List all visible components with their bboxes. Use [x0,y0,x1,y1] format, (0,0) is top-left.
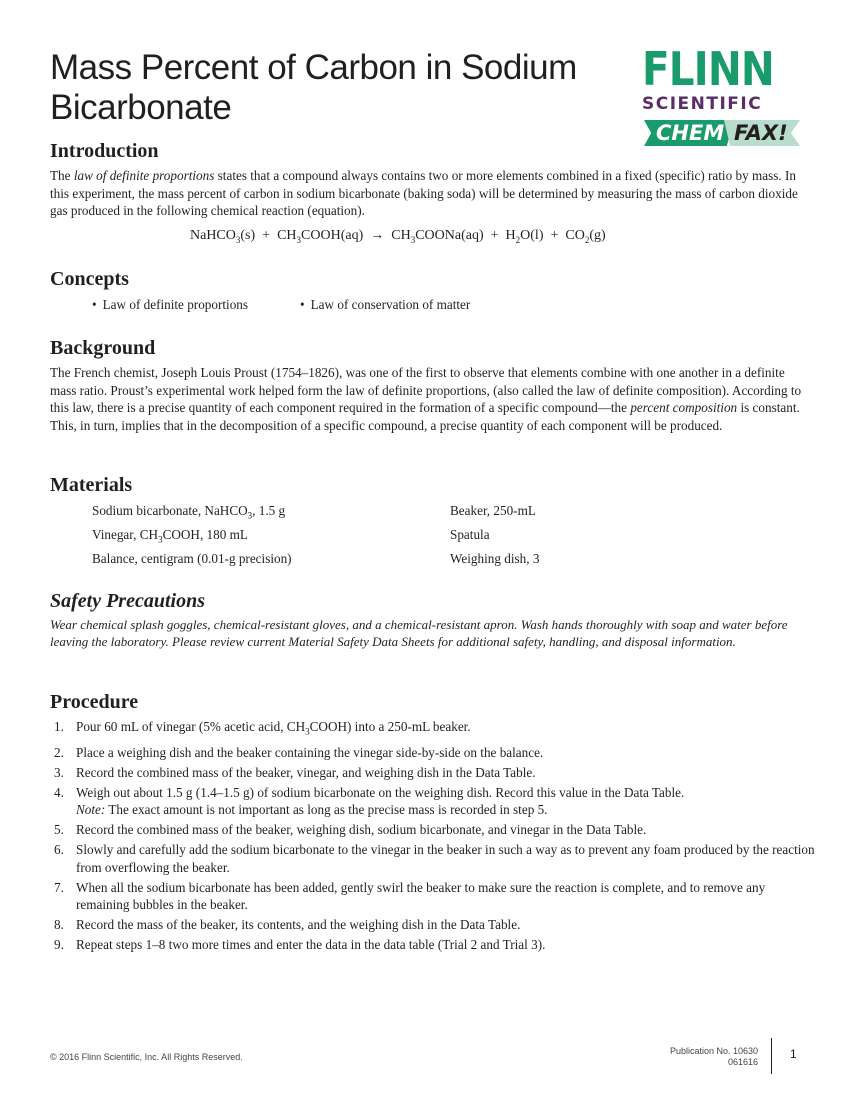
publication-number: Publication No. 10630 [669,1046,758,1056]
page-number: 1 [790,1047,797,1061]
chemical-equation: NaHCO$_3$(s) + $CH_3COOH(aq)$ → $CH_3COONa(aq) + H_2O(l) + CO_2(g)$ [190,228,606,245]
concepts-heading: Concepts [50,268,129,290]
procedure-heading: Procedure [50,691,139,713]
procedure-step: 3. Record the combined mass of the beaker, vinegar, and weighing dish in the Data Table. [54,764,536,780]
procedure-step: 6. Slowly and carefully add the sodium bicarbonate to the vinegar in the beaker in such a way as to prevent any foam produced by the reaction from overflowing the beaker. [54,842,815,875]
procedure-step: 5. Record the combined mass of the beaker, weighing dish, sodium bicarbonate, and vinegar in the Data Table. [54,822,647,838]
footer-divider [771,1038,772,1074]
procedure-step: 7. When all the sodium bicarbonate has been added, gently swirl the beaker to make sure the reaction is complete, and to remove any remaining bubbles in the beaker. [54,879,766,913]
note-label: Note: [76,802,106,818]
publication-info [670,1046,758,1068]
logo-subtitle: SCIENTIFIC [642,94,763,114]
concept-item: • Law of definite proportions [92,297,249,312]
introduction-text: The law of definite proportions states that a compound always contains two or more elements combined in a fixed (specific) ratio by mass. In this experiment, the mass percent of carbon in sodium bicarbonate (baking soda) will be determined by measuring the mass of carbon dioxide gas produced in the following chemical reaction (equation). [50,168,798,218]
logo-chem: CHEM [656,121,725,145]
law-definite-proportions-term: law of definite proportions [73,168,215,183]
procedure-step: 9. Repeat steps 1–8 two more times and enter the data in the data table (Trial 2 and Trial 3). [54,937,546,953]
background-heading: Background [50,337,156,359]
concepts-list [92,296,471,314]
bullet-icon: • [300,297,305,312]
page-title: Mass Percent of Carbon in Sodium Bicarbonate [50,48,577,127]
material-item: Balance, centigram (0.01-g precision) [92,551,292,566]
materials-heading: Materials [50,474,133,496]
background-text: The French chemist, Joseph Louis Proust (1754–1826), was one of the first to observe that elements combine with one another in a definite mass ratio. Proust’s experimental work helped form the law of definite proportions, (also called the law of definite composition). According to this law, there is a precise quantity of each component required in the formation of a specific compound—the percent composition is constant. This, in turn, implies that in the decomposition of a specific compound, a precise quantity of each component will be produced. [50,365,802,433]
introduction-heading: Introduction [50,140,159,162]
publication-code: 061616 [727,1057,758,1067]
material-item: Sodium bicarbonate, NaHCO$_3$, 1.5 g [92,503,286,521]
flinn-chemfax-logo [640,44,800,154]
bullet-icon: • [92,297,97,312]
safety-text: Wear chemical splash goggles, chemical-resistant gloves, and a chemical-resistant apron. Wash hands thoroughly with soap and water before leaving the laboratory. Please review current Material Safety Data Sheets for additional safety, handling, and disposal information. [50,617,788,649]
material-item: Vinegar, $CH_3COOH$, 180 mL [92,527,248,545]
procedure-step: 2. Place a weighing dish and the beaker containing the vinegar side-by-side on the balance. [54,744,544,760]
chemfax-banner [644,117,796,149]
procedure-step: 4. Weigh out about 1.5 g (1.4–1.5 g) of sodium bicarbonate on the weighing dish. Record this value in the Data Table. Note: The exact amount is not important as long as the precise mass is recorded in step 5. [54,784,685,818]
reaction-arrow: → [370,228,385,243]
material-item: Weighing dish, 3 [450,551,540,566]
percent-composition-term: percent composition [630,400,738,415]
logo-brand: FLINN [642,42,774,96]
logo-fax: FAX! [734,121,788,145]
safety-heading: Safety Precautions [50,590,205,612]
material-item: Spatula [450,527,490,542]
procedure-step: 1. Pour 60 mL of vinegar (5% acetic acid, $CH_3COOH$) into a 250-mL beaker. [54,719,471,737]
material-item: Beaker, 250-mL [450,503,536,518]
concept-item: • Law of conservation of matter [300,297,471,312]
procedure-step: 8. Record the mass of the beaker, its contents, and the weighing dish in the Data Table. [54,917,521,933]
copyright: © 2016 Flinn Scientific, Inc. All Rights Reserved. [50,1052,243,1062]
procedure-list [50,718,820,956]
